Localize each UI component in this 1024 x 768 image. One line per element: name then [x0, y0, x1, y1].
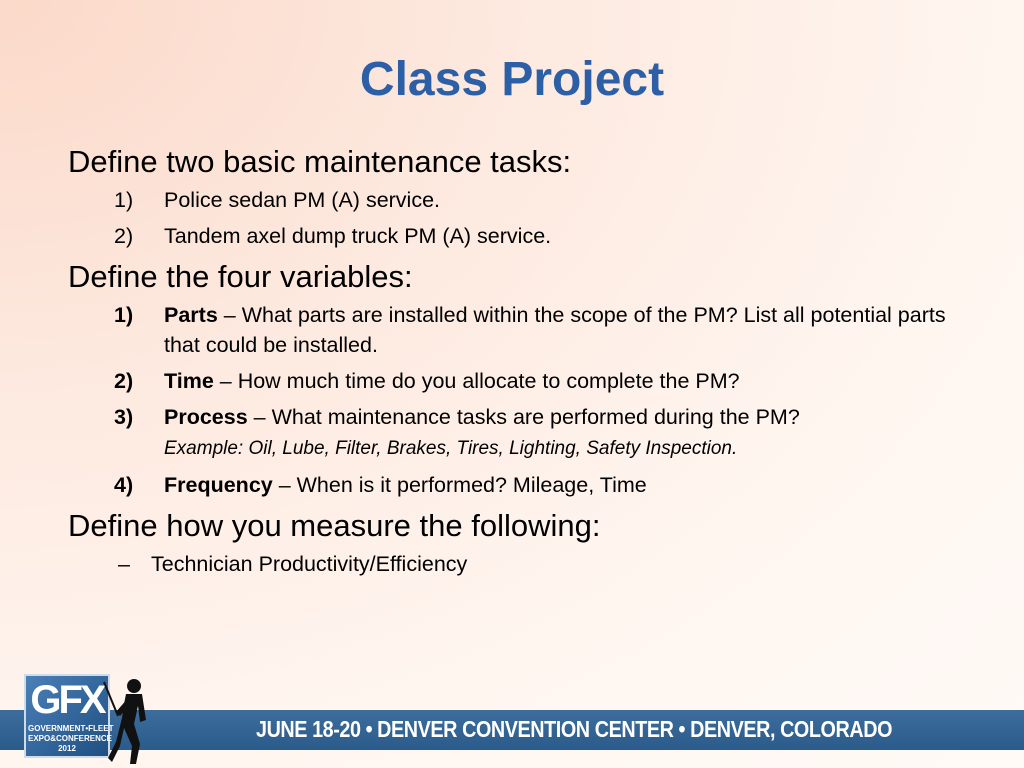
item-number: 2) [114, 369, 134, 393]
item-text: – How much time do you allocate to complete the PM? [213, 369, 740, 393]
list-item [68, 470, 968, 500]
list-item [68, 549, 968, 579]
list-item [68, 402, 968, 432]
logo-sub-line-2: EXPO&CONFERENCE 2012 [28, 734, 113, 753]
item-text: – What maintenance tasks are performed during the PM? [247, 405, 800, 429]
item-text: – What parts are installed within the scope of the PM? List all potential parts that could be installed. [164, 303, 946, 357]
item-term: Parts [164, 303, 218, 327]
list-item [68, 221, 968, 251]
logo-mark: GFX [30, 678, 104, 722]
item-number: 3) [114, 405, 134, 429]
list-item [68, 366, 968, 396]
footer-banner-text: JUNE 18-20 • DENVER CONVENTION CENTER • DENVER, COLORADO [256, 716, 893, 742]
list-item [68, 300, 968, 360]
logo-sub-line-1: GOVERNMENT•FLEET [28, 724, 114, 733]
item-text: Tandem axel dump truck PM (A) service. [164, 224, 552, 248]
item-term: Process [164, 405, 248, 429]
item-number: 1) [114, 188, 134, 212]
item-number: 2) [114, 224, 134, 248]
technician-silhouette-icon [100, 672, 160, 768]
list-item [68, 185, 968, 215]
dash-bullet: – [118, 552, 130, 576]
example-note: Example: Oil, Lube, Filter, Brakes, Tires, Lighting, Safety Inspection. [164, 438, 738, 459]
item-text: – When is it performed? Mileage, Time [272, 473, 647, 497]
item-number: 4) [114, 473, 134, 497]
heading-variables: Define the four variables: [68, 259, 413, 294]
heading-tasks: Define two basic maintenance tasks: [68, 144, 572, 179]
gfx-logo [24, 674, 114, 758]
item-text: Technician Productivity/Efficiency [151, 552, 468, 576]
item-term: Frequency [164, 473, 273, 497]
item-term: Time [164, 369, 214, 393]
logo-subtitle [28, 724, 114, 754]
slide-title: Class Project [359, 53, 665, 106]
item-text: Police sedan PM (A) service. [164, 188, 441, 212]
slide-content [68, 142, 968, 579]
item-number: 1) [114, 303, 134, 327]
heading-measure: Define how you measure the following: [68, 508, 601, 543]
